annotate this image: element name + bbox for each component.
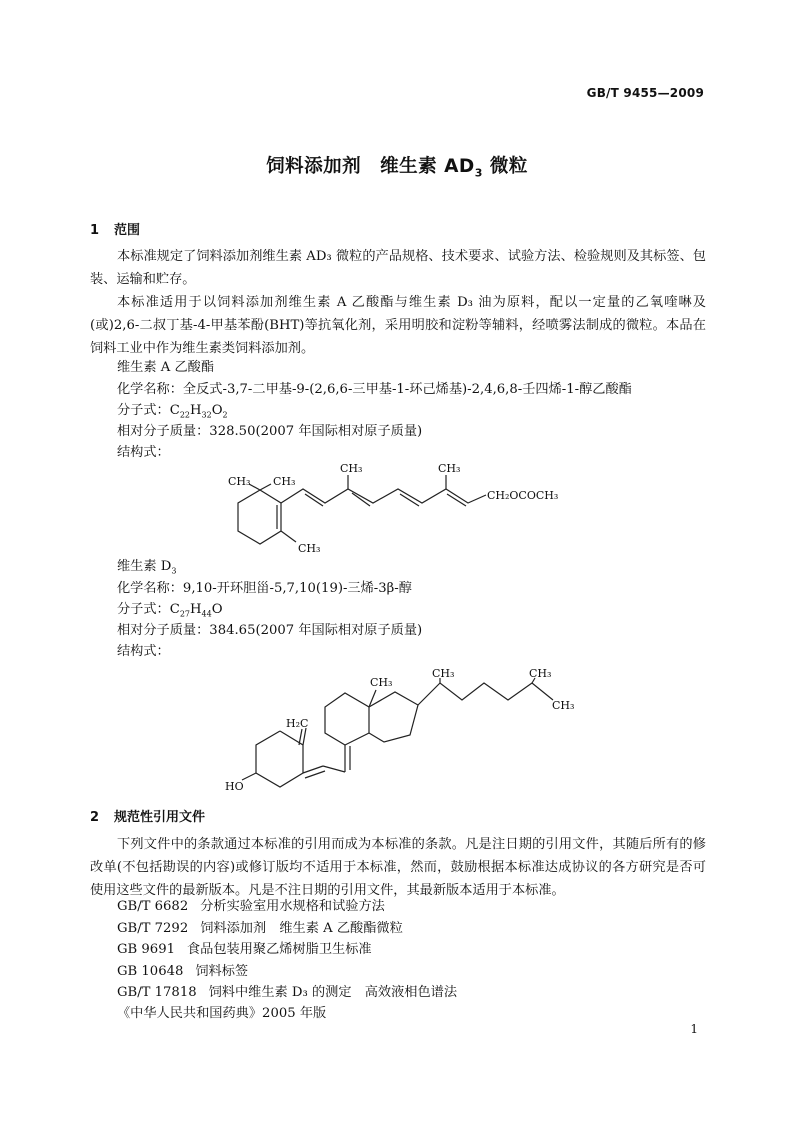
vitamin-d3-chemical-name: 化学名称：9,10-开环胆甾-5,7,10(19)-三烯-3β-醇 [117, 581, 412, 596]
ch3-label: CH₃ [438, 462, 461, 475]
normative-references-paragraph: 下列文件中的条款通过本标准的引用而成为本标准的条款。凡是注日期的引用文件，其随后所有的修改单(不包括勘误的内容)或修订版均不适用于本标准，然而，鼓励根据本标准达成协议的各方研究是否可使用这些文件的最新版本。凡是不注日期的引用文件，其最新版本适用于本标准。 [90, 837, 706, 898]
formula-c-count: 22 [179, 410, 191, 420]
ch3-label: CH₃ [529, 667, 552, 680]
ch3-label: CH₃ [552, 699, 575, 712]
standard-number: GB/T 9455—2009 [586, 86, 704, 100]
ch3-label: CH₃ [340, 462, 363, 475]
formula-c: C [169, 602, 180, 617]
reference-code: GB/T 17818 [117, 985, 197, 1000]
section-2-heading [90, 806, 205, 825]
section-title: 规范性引用文件 [114, 810, 206, 825]
reference-code: 《中华人民共和国药典》2005 年版 [117, 1006, 327, 1021]
reference-title: 饲料中维生素 D₃ 的测定 高效液相色谱法 [208, 985, 458, 1000]
reference-item [117, 1004, 326, 1024]
ch3-label: CH₃ [432, 667, 455, 680]
formula-o-count: 2 [222, 410, 228, 420]
title-suffix: 微粒 [489, 156, 528, 177]
title-prefix: 饲料添加剂 维生素 AD [266, 156, 475, 177]
formula-c-count: 27 [179, 609, 191, 619]
reference-item [117, 919, 403, 939]
scope-paragraph-1: 本标准规定了饲料添加剂维生素 AD₃ 微粒的产品规格、技术要求、试验方法、检验规则及其标签、包装、运输和贮存。 [90, 249, 706, 287]
reference-item [117, 983, 457, 1003]
h2c-label: H₂C [286, 717, 309, 730]
vitamin-d3-structure-label: 结构式： [117, 644, 170, 659]
formula-label: 分子式： [117, 403, 170, 418]
formula-h: H [190, 602, 202, 617]
ch3-label: CH₃ [228, 475, 251, 488]
formula-o: O [211, 403, 223, 418]
formula-h-count: 32 [201, 410, 212, 420]
reference-code: GB/T 7292 [117, 921, 189, 936]
ch3-label: CH₃ [298, 542, 321, 555]
reference-item [117, 897, 385, 917]
reference-item [117, 962, 248, 982]
ester-group-label: CH₂OCOCH₃ [487, 489, 559, 502]
section-number: 2 [90, 810, 100, 825]
formula-c: C [169, 403, 180, 418]
hydroxyl-label: HO [225, 780, 244, 793]
reference-item [117, 940, 372, 960]
formula-o: O [211, 602, 223, 617]
reference-code: GB 9691 [117, 942, 175, 957]
section-title: 范围 [114, 223, 141, 238]
reference-title: 饲料标签 [195, 964, 249, 979]
vitamin-a-structure-label: 结构式： [117, 445, 170, 460]
reference-title: 分析实验室用水规格和试验方法 [200, 899, 385, 914]
vitamin-d3-name-prefix: 维生素 D [117, 559, 172, 574]
vitamin-d3-name-subscript: 3 [171, 566, 177, 576]
ch3-label: CH₃ [273, 475, 296, 488]
reference-code: GB 10648 [117, 964, 184, 979]
vitamin-a-chemical-name: 化学名称：全反式-3,7-二甲基-9-(2,6,6-三甲基-1-环己烯基)-2,4,6,8-壬四烯-1-醇乙酸酯 [117, 382, 632, 397]
formula-h-count: 44 [201, 609, 212, 619]
page-number: 1 [690, 1022, 698, 1036]
vitamin-a-molecular-mass: 相对分子质量：328.50(2007 年国际相对原子质量) [117, 424, 423, 439]
reference-code: GB/T 6682 [117, 899, 189, 914]
formula-h: H [190, 403, 202, 418]
scope-paragraph-2: 本标准适用于以饲料添加剂维生素 A 乙酸酯与维生素 D₃ 油为原料，配以一定量的乙氧喹啉及(或)2,6-二叔丁基-4-甲基苯酚(BHT)等抗氧化剂，采用明胶和淀粉等辅料，经喷雾法制成的微粒。本品在饲料工业中作为维生素类饲料添加剂。 [90, 295, 706, 356]
title-subscript: 3 [474, 166, 483, 180]
formula-label: 分子式： [117, 602, 170, 617]
reference-title: 饲料添加剂 维生素 A 乙酸酯微粒 [200, 921, 403, 936]
reference-title: 食品包装用聚乙烯树脂卫生标准 [186, 942, 372, 957]
ch3-label: CH₃ [370, 676, 393, 689]
vitamin-d3-molecular-mass: 相对分子质量：384.65(2007 年国际相对原子质量) [117, 623, 423, 638]
vitamin-a-name: 维生素 A 乙酸酯 [117, 360, 215, 375]
section-number: 1 [90, 223, 100, 238]
